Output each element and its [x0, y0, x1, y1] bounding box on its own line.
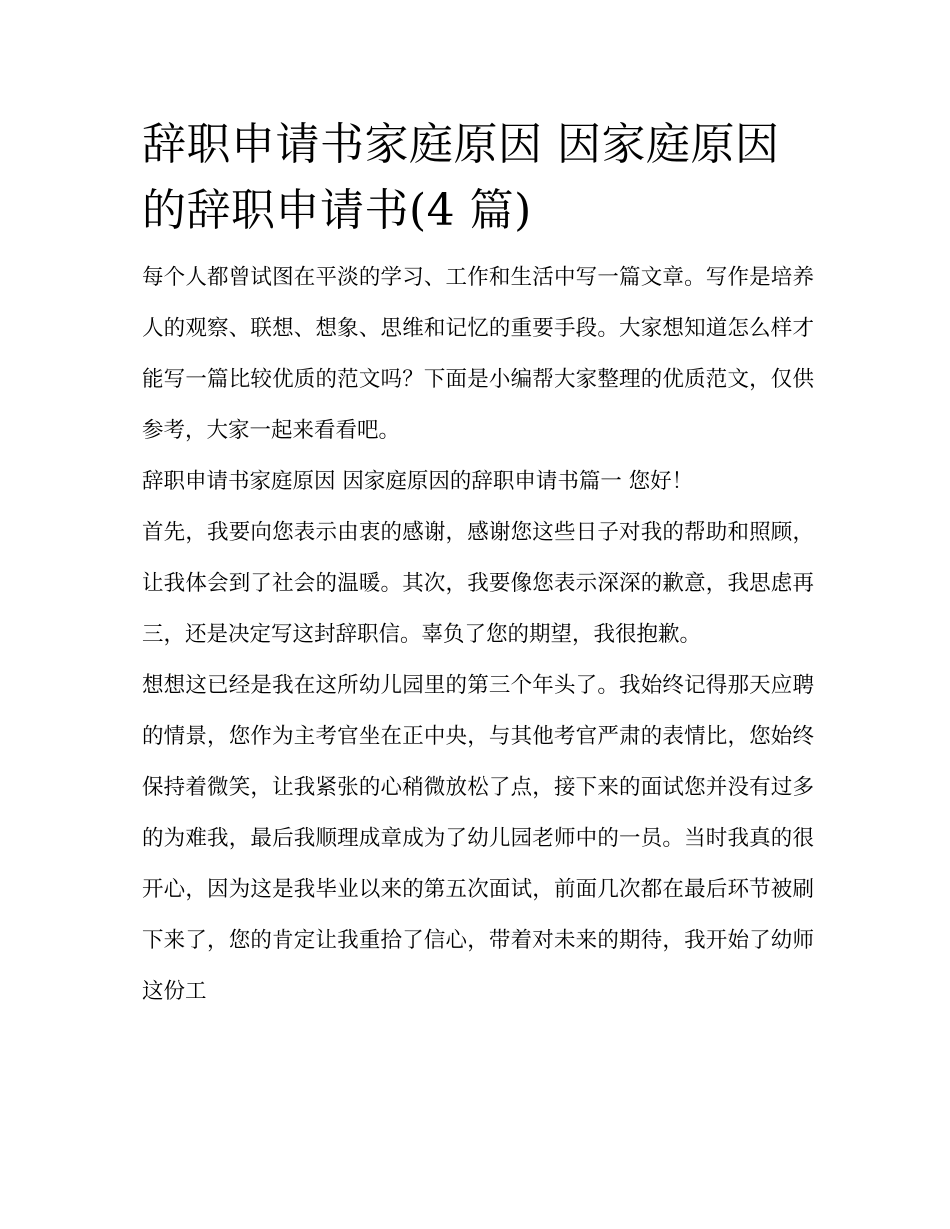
- paragraph-intro: 每个人都曾试图在平淡的学习、工作和生活中写一篇文章。写作是培养人的观察、联想、想象、思维和记忆的重要手段。大家想知道怎么样才能写一篇比较优质的范文吗？下面是小编帮大家整理的优质范文，仅供参考，大家一起来看看吧。: [142, 265, 814, 443]
- document-content: [142, 112, 814, 1017]
- document-title: 辞职申请书家庭原因 因家庭原因的辞职申请书(4 篇): [142, 119, 780, 236]
- document-body: [142, 252, 814, 1017]
- paragraph-memories: 想想这已经是我在这所幼儿园里的第三个年头了。我始终记得那天应聘的情景，您作为主考官坐在正中央，与其他考官严肃的表情比，您始终保持着微笑，让我紧张的心稍微放松了点，接下来的面试您并没有过多的为难我，最后我顺理成章成为了幼儿园老师中的一员。当时我真的很开心，因为这是我毕业以来的第五次面试，前面几次都在最后环节被刷下来了，您的肯定让我重拾了信心，带着对未来的期待，我开始了幼师这份工: [142, 673, 814, 1004]
- paragraph-section-heading: 辞职申请书家庭原因 因家庭原因的辞职申请书篇一 您好！: [142, 469, 694, 494]
- paragraph-thanks: 首先，我要向您表示由衷的感谢，感谢您这些日子对我的帮助和照顾，让我体会到了社会的温暖。其次，我要像您表示深深的歉意，我思虑再三，还是决定写这封辞职信。辜负了您的期望，我很抱歉。: [142, 520, 814, 647]
